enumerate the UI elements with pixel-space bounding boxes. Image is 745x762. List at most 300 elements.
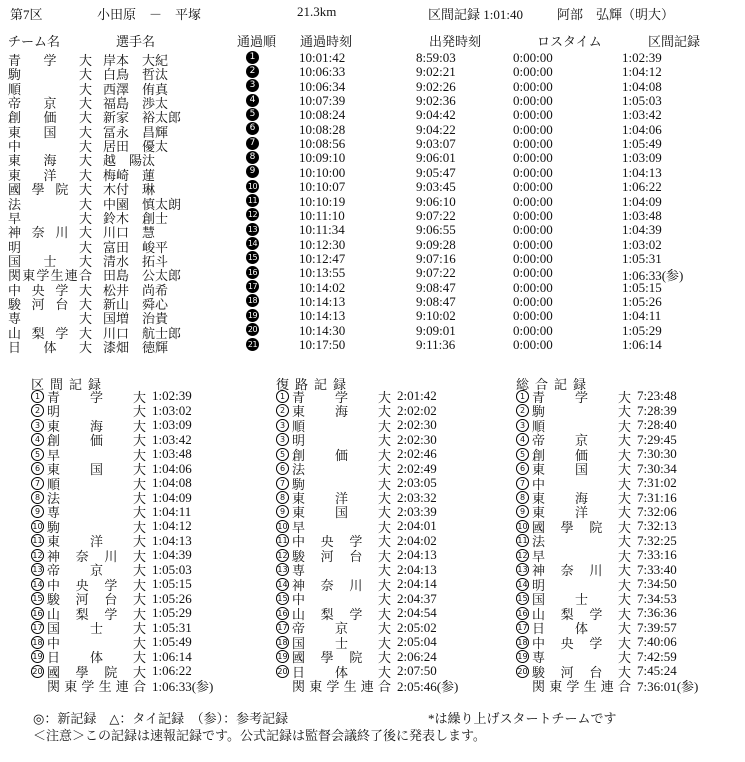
team-char: 大 <box>132 447 146 463</box>
team-char: 早 <box>292 519 306 535</box>
team-char: 東 <box>47 418 61 434</box>
team-char: 學 <box>75 664 89 680</box>
table-row <box>0 136 745 155</box>
team-char: 順 <box>532 418 546 434</box>
order-badge: 13 <box>247 224 258 234</box>
team-char: 東 <box>532 505 546 521</box>
team-char: 生 <box>583 679 597 695</box>
list-time: 2:02:46 <box>397 446 437 462</box>
list-title-overall: 総合記録 <box>516 377 593 392</box>
rank-badge: 18 <box>517 637 528 647</box>
pass-time: 10:12:30 <box>299 236 346 252</box>
team-char: 東 <box>549 679 563 695</box>
team-char: 体 <box>43 340 57 355</box>
rank-badge: 8 <box>516 491 529 504</box>
list-time: 7:33:40 <box>637 561 677 577</box>
team-char: 駒 <box>292 476 306 492</box>
runner-name: 国増 治貴 <box>103 311 169 327</box>
leg-record: 1:02:39 <box>622 50 662 65</box>
list-time: 1:04:13 <box>152 532 192 548</box>
team-char: 國 <box>8 182 22 198</box>
main-table-body <box>0 50 745 355</box>
team-char: 大 <box>377 664 391 680</box>
team-char: 学 <box>55 282 69 298</box>
team-char: 日 <box>8 340 22 355</box>
team-char: 大 <box>132 577 146 593</box>
rank-badge: 11 <box>277 536 288 546</box>
list-time: 7:34:53 <box>637 590 677 606</box>
order-badge: 21 <box>247 339 258 349</box>
team-char: 東 <box>8 167 22 183</box>
list-team <box>532 676 631 695</box>
rank-badge: 1 <box>276 390 289 403</box>
course-label: 小田原 － 平塚 <box>97 7 202 22</box>
list-time: 7:31:16 <box>637 489 677 505</box>
team-char: 大 <box>377 577 391 593</box>
start-time: 9:06:55 <box>416 222 456 238</box>
team-char: 山 <box>532 606 546 622</box>
list-team <box>292 676 391 695</box>
team-char: 東 <box>64 679 78 695</box>
pass-time: 10:11:10 <box>299 207 345 223</box>
start-time: 9:08:47 <box>416 279 456 295</box>
order-badge: 17 <box>247 282 258 292</box>
team-char: 河 <box>320 548 334 564</box>
list-time: 1:05:29 <box>152 605 192 621</box>
start-time: 9:09:28 <box>416 236 456 252</box>
team-char: 価 <box>334 447 348 463</box>
team-char: 価 <box>89 433 103 449</box>
team-char: 東 <box>292 404 306 420</box>
team-char: 関 <box>8 268 22 284</box>
team-char: 大 <box>377 534 391 550</box>
leg-record: 1:04:13 <box>622 164 662 180</box>
team-char: 中 <box>8 282 22 298</box>
loss-time: 0:00:00 <box>513 193 553 209</box>
rank-badge: 13 <box>277 565 288 575</box>
runner-name: 中園 慎太朗 <box>103 196 182 212</box>
team-char: 関 <box>292 679 306 695</box>
rank-badge: 10 <box>517 521 528 531</box>
start-time: 9:02:21 <box>416 64 456 80</box>
team-char: 大 <box>377 389 391 405</box>
rank-badge: 18 <box>32 637 43 647</box>
team-char: 東 <box>292 491 306 507</box>
list-time: 2:04:02 <box>397 532 437 548</box>
team-char: 神 <box>47 548 61 564</box>
team-char: 學 <box>320 650 334 666</box>
team-char: 東 <box>292 505 306 521</box>
team-char: 大 <box>132 650 146 666</box>
team-char: 洋 <box>43 167 57 183</box>
team-char: 東 <box>8 153 22 169</box>
team-char: 神 <box>8 225 22 241</box>
rank-badge: 15 <box>517 594 528 604</box>
rank-badge: 11 <box>517 536 528 546</box>
rank-badge: 19 <box>32 652 43 662</box>
team-char: 駒 <box>8 67 22 83</box>
list-time: 2:02:02 <box>397 402 437 418</box>
leg-record: 1:05:03 <box>622 93 662 109</box>
list-title-return: 復路記録 <box>276 377 353 392</box>
team-char: 生 <box>50 268 64 284</box>
leg-record: 1:04:08 <box>622 78 662 94</box>
rank-badge: 7 <box>276 477 289 490</box>
pass-time: 10:12:47 <box>299 250 346 266</box>
team-char: 奈 <box>320 577 334 593</box>
runner-name: 冨永 昌輝 <box>103 124 169 140</box>
loss-time: 0:00:00 <box>513 236 553 252</box>
rank-badge: 16 <box>517 608 528 618</box>
team-char: 學 <box>560 519 574 535</box>
list-entry <box>276 678 459 695</box>
col-header-loss: ロスタイム <box>537 34 602 49</box>
team-char: 体 <box>574 621 588 637</box>
team-char: 大 <box>132 505 146 521</box>
rank-badge: 4 <box>31 433 44 446</box>
team-char: 大 <box>617 548 631 564</box>
pass-time: 10:08:56 <box>299 136 346 152</box>
list-time: 7:32:06 <box>637 503 677 519</box>
team-char: 体 <box>334 664 348 680</box>
list-time: 1:04:11 <box>152 503 192 519</box>
list-time: 2:01:42 <box>397 388 437 404</box>
runner-name: 鈴木 創士 <box>103 210 169 226</box>
list-time: 7:32:13 <box>637 518 677 534</box>
team-char: 大 <box>78 196 92 212</box>
pass-time: 10:14:30 <box>299 322 346 338</box>
rank-badge: 13 <box>32 565 43 575</box>
rank-badge: 3 <box>276 419 289 432</box>
team-char: 大 <box>617 389 631 405</box>
team-char: 大 <box>132 462 146 478</box>
team-char: 合 <box>617 679 631 695</box>
list-time: 1:04:08 <box>152 475 192 491</box>
list-time: 1:06:33(参) <box>152 679 214 695</box>
list-time: 2:05:46(参) <box>397 679 459 695</box>
team-char: 院 <box>349 650 363 666</box>
leg-record: 1:05:26 <box>622 293 662 309</box>
rank-badge: 17 <box>517 623 528 633</box>
table-row <box>0 93 745 112</box>
rank-badge: 13 <box>517 565 528 575</box>
rank-badge: 11 <box>32 536 43 546</box>
team-char: 学 <box>589 606 603 622</box>
leg-record: 1:03:48 <box>622 207 662 223</box>
team-char: 中 <box>47 577 61 593</box>
team-char: 帝 <box>292 621 306 637</box>
section-record-label: 区間記録 1:01:40 <box>428 7 523 22</box>
team-char: 大 <box>617 592 631 608</box>
team-char: 学 <box>574 389 588 405</box>
team-char: 中 <box>532 635 546 651</box>
col-header-order: 通過順 <box>237 34 277 49</box>
team-name <box>8 337 92 356</box>
team-char: 大 <box>132 491 146 507</box>
rank-badge: 1 <box>516 390 529 403</box>
team-char: 価 <box>574 447 588 463</box>
team-char: 梨 <box>75 606 89 622</box>
team-char: 大 <box>132 476 146 492</box>
team-char: 学 <box>89 389 103 405</box>
team-char: 央 <box>560 635 574 651</box>
list-time: 7:33:16 <box>637 547 677 563</box>
rank-badge: 16 <box>32 608 43 618</box>
rank-badge: 12 <box>517 550 528 560</box>
loss-time: 0:00:00 <box>513 150 553 166</box>
list-time: 7:30:30 <box>637 446 677 462</box>
team-char: 国 <box>47 621 61 637</box>
list-title-leg: 区間記録 <box>31 377 108 392</box>
rank-badge: 9 <box>516 505 529 518</box>
team-char: 大 <box>78 210 92 226</box>
team-char: 駿 <box>532 664 546 680</box>
loss-time: 0:00:00 <box>513 322 553 338</box>
team-char: 学 <box>589 635 603 651</box>
team-char: 大 <box>78 311 92 327</box>
list-time: 1:06:14 <box>152 648 192 664</box>
team-char: 大 <box>617 404 631 420</box>
team-char: 連 <box>360 679 374 695</box>
rank-badge: 14 <box>277 579 288 589</box>
team-char: 大 <box>78 96 92 112</box>
team-char: 明 <box>8 239 22 255</box>
list-time: 2:03:39 <box>397 503 437 519</box>
team-char: 士 <box>43 253 57 269</box>
list-time: 2:05:02 <box>397 619 437 635</box>
runner-name: 岸本 大紀 <box>103 53 169 68</box>
team-char: 中 <box>292 534 306 550</box>
team-char: 青 <box>532 389 546 405</box>
table-row <box>0 150 745 169</box>
team-char: 国 <box>532 592 546 608</box>
rank-badge: 20 <box>517 666 528 676</box>
list-time: 7:23:48 <box>637 388 677 404</box>
list-time: 2:04:14 <box>397 576 437 592</box>
rank-badge: 5 <box>516 448 529 461</box>
team-char: 順 <box>47 476 61 492</box>
list-time: 7:32:25 <box>637 532 677 548</box>
col-header-record: 区間記録 <box>648 34 701 49</box>
list-time: 7:30:34 <box>637 460 677 476</box>
leg-record: 1:03:42 <box>622 107 662 123</box>
team-char: 国 <box>574 462 588 478</box>
start-time: 9:08:47 <box>416 293 456 309</box>
team-char: 東 <box>532 491 546 507</box>
runner-name: 西澤 侑真 <box>103 81 169 97</box>
team-char: 中 <box>292 592 306 608</box>
list-time: 7:28:39 <box>637 402 677 418</box>
team-char: 央 <box>320 534 334 550</box>
team-char: 士 <box>89 621 103 637</box>
leg-record: 1:03:09 <box>622 150 662 166</box>
team-char: 大 <box>617 491 631 507</box>
list-time: 1:04:09 <box>152 489 192 505</box>
team-char: 国 <box>292 635 306 651</box>
team-char: 合 <box>78 268 92 284</box>
team-char: 大 <box>132 606 146 622</box>
team-char: 大 <box>377 404 391 420</box>
start-time: 9:06:01 <box>416 150 456 166</box>
team-char: 大 <box>617 462 631 478</box>
loss-time: 0:00:00 <box>513 107 553 123</box>
team-char: 山 <box>47 606 61 622</box>
team-char: 大 <box>377 505 391 521</box>
table-row <box>0 279 745 298</box>
team-char: 大 <box>78 182 92 198</box>
list-entry <box>31 678 214 695</box>
runner-name: 川口 航士郎 <box>103 325 182 341</box>
list-time: 1:05:15 <box>152 576 192 592</box>
list-time: 1:02:39 <box>152 388 192 404</box>
order-badge: 15 <box>247 253 258 263</box>
team-char: 創 <box>8 110 22 126</box>
rank-badge: 6 <box>276 462 289 475</box>
team-char: 学 <box>104 606 118 622</box>
rank-badge: 19 <box>517 652 528 662</box>
team-char: 大 <box>377 592 391 608</box>
team-char: 川 <box>104 548 118 564</box>
leg-record: 1:05:15 <box>622 279 662 295</box>
pass-time: 10:10:19 <box>299 193 346 209</box>
team-char: 海 <box>89 418 103 434</box>
list-time: 7:28:40 <box>637 417 677 433</box>
team-char: 大 <box>617 418 631 434</box>
rank-badge: 7 <box>31 477 44 490</box>
start-time: 9:05:47 <box>416 164 456 180</box>
rank-badge: 9 <box>31 505 44 518</box>
team-char: 大 <box>617 476 631 492</box>
list-time: 7:40:06 <box>637 634 677 650</box>
team-char: 東 <box>309 679 323 695</box>
team-char: 大 <box>377 491 391 507</box>
team-char: 学 <box>81 679 95 695</box>
order-badge: 18 <box>247 296 258 306</box>
team-char: 大 <box>617 534 631 550</box>
team-char: 大 <box>78 67 92 83</box>
start-time: 9:02:36 <box>416 93 456 109</box>
rank-badge: 9 <box>276 505 289 518</box>
runner-name: 白鳥 哲汰 <box>103 67 169 83</box>
leg-record: 1:05:29 <box>622 322 662 338</box>
team-char: 大 <box>377 621 391 637</box>
record-list-overall <box>516 374 741 704</box>
rank-badge: 8 <box>276 491 289 504</box>
team-char: 生 <box>98 679 112 695</box>
leg-record: 1:06:22 <box>622 179 662 195</box>
rank-badge: 1 <box>31 390 44 403</box>
rank-badge: 15 <box>277 594 288 604</box>
team-char: 大 <box>132 548 146 564</box>
list-time: 2:02:49 <box>397 460 437 476</box>
rank-badge: 12 <box>277 550 288 560</box>
leg-record: 1:03:02 <box>622 236 662 252</box>
loss-time: 0:00:00 <box>513 222 553 238</box>
team-char: 学 <box>36 268 50 284</box>
team-char: 大 <box>132 418 146 434</box>
team-char: 海 <box>334 404 348 420</box>
team-char: 早 <box>532 548 546 564</box>
table-row <box>0 50 745 68</box>
team-char: 大 <box>617 433 631 449</box>
team-char: 明 <box>47 404 61 420</box>
team-char: 合 <box>377 679 391 695</box>
runner-name: 漆畑 徳輝 <box>103 340 169 355</box>
team-char: 青 <box>292 389 306 405</box>
team-char: 法 <box>8 196 22 212</box>
team-char: 青 <box>8 53 22 68</box>
team-char: 院 <box>55 182 69 198</box>
rank-badge: 14 <box>517 579 528 589</box>
team-char: 國 <box>532 519 546 535</box>
team-char: 川 <box>55 225 69 241</box>
team-char: 駒 <box>532 404 546 420</box>
team-char: 大 <box>78 53 92 68</box>
table-row <box>0 164 745 183</box>
team-char: 大 <box>78 81 92 97</box>
list-entry <box>516 678 699 695</box>
team-char: 学 <box>326 679 340 695</box>
list-team <box>47 676 146 695</box>
list-time: 1:04:39 <box>152 547 192 563</box>
team-char: 大 <box>377 447 391 463</box>
team-char: 大 <box>377 519 391 535</box>
runner-name: 松井 尚希 <box>103 282 169 298</box>
table-row <box>0 308 745 327</box>
order-badge: 2 <box>246 65 259 78</box>
runner-name: 清水 拓斗 <box>103 253 169 269</box>
leg-record: 1:06:14 <box>622 337 662 352</box>
loss-time: 0:00:00 <box>513 293 553 309</box>
team-char: 院 <box>589 519 603 535</box>
record-list-return <box>276 374 501 704</box>
list-time: 2:04:01 <box>397 518 437 534</box>
loss-time: 0:00:00 <box>513 64 553 80</box>
order-badge: 9 <box>246 165 259 178</box>
team-char: 梨 <box>320 606 334 622</box>
team-char: 大 <box>377 548 391 564</box>
team-char: 士 <box>334 635 348 651</box>
team-char: 大 <box>377 462 391 478</box>
team-char: 央 <box>31 282 45 298</box>
team-char: 大 <box>132 664 146 680</box>
table-row <box>0 78 745 97</box>
team-char: 大 <box>377 476 391 492</box>
rank-badge: 20 <box>32 666 43 676</box>
list-time: 2:05:04 <box>397 634 437 650</box>
start-time: 9:02:26 <box>416 78 456 94</box>
team-char: 大 <box>377 606 391 622</box>
rank-badge: 12 <box>32 550 43 560</box>
team-char: 河 <box>31 296 45 312</box>
team-char: 大 <box>377 650 391 666</box>
team-char: 國 <box>292 650 306 666</box>
team-char: 京 <box>574 433 588 449</box>
team-char: 大 <box>78 153 92 169</box>
team-char: 京 <box>334 621 348 637</box>
team-char: 順 <box>8 81 22 97</box>
team-char: 価 <box>43 110 57 126</box>
start-time: 9:04:42 <box>416 107 456 123</box>
start-time: 8:59:03 <box>416 50 456 65</box>
team-char: 台 <box>349 548 363 564</box>
list-time: 7:45:24 <box>637 663 677 679</box>
list-time: 2:04:13 <box>397 547 437 563</box>
team-char: 梨 <box>31 325 45 341</box>
loss-time: 0:00:00 <box>513 207 553 223</box>
team-char: 河 <box>75 592 89 608</box>
team-char: 大 <box>78 110 92 126</box>
